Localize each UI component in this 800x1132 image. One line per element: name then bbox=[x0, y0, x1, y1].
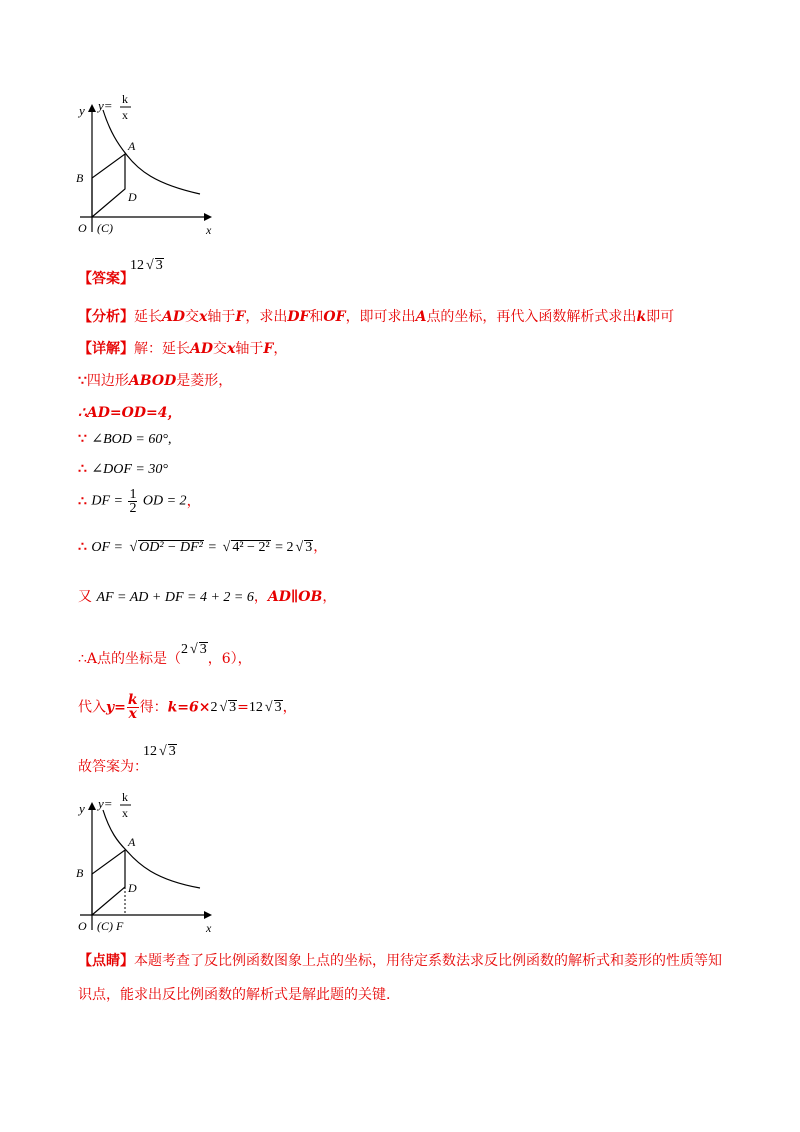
therefore-symbol: ∴ bbox=[78, 539, 87, 555]
rhombus-abod bbox=[92, 154, 125, 217]
figure-1 bbox=[70, 92, 230, 242]
analysis-tag: 【分析】 bbox=[78, 309, 134, 325]
step-text: 得： bbox=[139, 699, 168, 716]
step-text: 四边形 bbox=[86, 373, 129, 389]
equals: = bbox=[237, 699, 249, 716]
analysis-text: 轴于 bbox=[207, 309, 236, 325]
step-2: ∴AD=OD=4， bbox=[78, 405, 182, 421]
step-6 bbox=[78, 538, 327, 557]
analysis-var: k bbox=[636, 309, 647, 325]
step-var: ABOD bbox=[128, 373, 177, 389]
sqrt-icon: √ bbox=[264, 699, 273, 715]
detail-tag: 【详解】 bbox=[78, 341, 134, 357]
comment-tag: 【点睛】 bbox=[78, 953, 134, 969]
step-1 bbox=[78, 372, 232, 390]
because-symbol: ∵ bbox=[78, 431, 87, 447]
step-text: ， bbox=[253, 589, 268, 605]
x-axis-arrow-icon bbox=[204, 911, 212, 919]
detail-var: F bbox=[263, 341, 274, 357]
final-label: 故答案为： bbox=[78, 759, 148, 775]
fraction-denominator: x bbox=[128, 706, 137, 722]
label-o: O bbox=[78, 221, 87, 235]
detail-text: 解：延长 bbox=[134, 341, 190, 357]
fraction bbox=[127, 694, 139, 721]
label-y: y bbox=[79, 103, 85, 118]
label-b: B bbox=[76, 171, 84, 185]
y-axis-arrow-icon bbox=[88, 104, 96, 112]
radicand: 3 bbox=[229, 699, 237, 715]
value-2sqrt3 bbox=[210, 700, 237, 715]
step-text: 是菱形， bbox=[176, 373, 233, 389]
comment-line-1 bbox=[78, 952, 722, 970]
radicand: 3 bbox=[274, 699, 282, 715]
hyperbola-curve bbox=[103, 810, 200, 888]
step-3 bbox=[78, 430, 171, 449]
answer-coef: 12 bbox=[130, 258, 144, 273]
label-func-y: y= bbox=[98, 796, 113, 811]
label-b: B bbox=[76, 866, 84, 880]
label-a: A bbox=[128, 139, 136, 153]
step-expr: = 2 bbox=[275, 540, 294, 555]
analysis-var: AD bbox=[162, 309, 186, 325]
step-text: ， bbox=[313, 539, 328, 555]
step-text: , bbox=[167, 432, 172, 447]
y-axis-arrow-icon bbox=[88, 802, 96, 810]
label-d: D bbox=[128, 881, 137, 895]
step-var: AD∥OB bbox=[267, 589, 323, 605]
fraction-numerator: k bbox=[127, 692, 138, 708]
rhombus-abod bbox=[92, 850, 125, 915]
final-coef: 12 bbox=[143, 744, 157, 759]
analysis-text: ，即可求出 bbox=[345, 309, 416, 325]
step-text: ， bbox=[282, 699, 297, 716]
coord-x bbox=[181, 642, 208, 657]
sqrt-icon: √ bbox=[295, 540, 304, 555]
label-func-den: x bbox=[122, 108, 128, 122]
step-text: 代入 bbox=[78, 699, 106, 716]
sqrt-icon: √ bbox=[129, 540, 138, 555]
radicand: 3 bbox=[305, 540, 313, 555]
step-text: ， bbox=[186, 493, 201, 510]
answer-radicand: 3 bbox=[155, 258, 163, 273]
analysis-text: 和 bbox=[309, 309, 324, 325]
sqrt-icon: √ bbox=[219, 699, 228, 715]
analysis-var: DF bbox=[287, 309, 310, 325]
analysis-var: A bbox=[415, 309, 427, 325]
label-x: x bbox=[206, 921, 212, 935]
step-expr: ∠BOD = 60° bbox=[91, 432, 168, 447]
analysis-text: 点的坐标，再代入函数解析式求出 bbox=[426, 309, 637, 325]
step-expr: OD = 2 bbox=[142, 493, 187, 509]
analysis-text: 交 bbox=[185, 309, 200, 325]
step-4 bbox=[78, 460, 168, 479]
label-a: A bbox=[128, 835, 136, 849]
step-expr: DF = bbox=[91, 493, 123, 509]
label-y: y bbox=[79, 801, 85, 816]
label-c: (C) bbox=[97, 221, 113, 235]
analysis-line bbox=[78, 308, 674, 326]
coef: 12 bbox=[248, 699, 263, 715]
step-text: ，6）， bbox=[207, 651, 252, 667]
sqrt-icon: √ bbox=[146, 258, 154, 273]
coord-coef: 2 bbox=[181, 642, 189, 657]
step-var: y= bbox=[106, 699, 126, 716]
analysis-text: 延长 bbox=[134, 309, 162, 325]
value-12sqrt3 bbox=[249, 700, 283, 715]
therefore-symbol: ∴ bbox=[78, 493, 87, 510]
detail-var: AD bbox=[190, 341, 214, 357]
step-expr: AF = AD + DF = 4 + 2 = 6 bbox=[96, 590, 254, 605]
fraction bbox=[128, 488, 137, 515]
label-d: D bbox=[128, 190, 137, 204]
step-expr: OF = bbox=[91, 540, 123, 555]
final-radicand: 3 bbox=[168, 744, 176, 759]
comment-line-2: 识点，能求出反比例函数的解析式是解此题的关键. bbox=[78, 987, 391, 1003]
radicand: 4² − 2² bbox=[232, 540, 270, 555]
figure-2 bbox=[70, 792, 230, 942]
detail-line bbox=[78, 340, 287, 358]
step-expr: ∠DOF = 30° bbox=[91, 462, 168, 477]
analysis-text: 即可 bbox=[646, 309, 675, 325]
detail-text: ， bbox=[273, 341, 288, 357]
fraction-denominator: 2 bbox=[129, 501, 137, 516]
step-text: ， bbox=[322, 589, 337, 605]
label-func-num: k bbox=[122, 92, 128, 106]
sqrt-icon: √ bbox=[190, 642, 198, 657]
analysis-var: F bbox=[235, 309, 246, 325]
answer-tag: 【答案】 bbox=[78, 271, 134, 287]
step-9 bbox=[78, 694, 297, 721]
answer-value bbox=[130, 258, 164, 274]
detail-var: x bbox=[227, 341, 236, 357]
analysis-text: ，求出 bbox=[245, 309, 288, 325]
comment-text: 本题考查了反比例函数图象上点的坐标，用待定系数法求反比例函数的解析式和菱形的性质等知 bbox=[134, 953, 722, 969]
because-symbol: ∵ bbox=[78, 373, 87, 389]
final-value bbox=[143, 744, 177, 760]
step-7 bbox=[78, 588, 336, 607]
step-var: k=6× bbox=[167, 699, 211, 716]
analysis-var: OF bbox=[323, 309, 346, 325]
label-x: x bbox=[206, 223, 212, 237]
therefore-symbol: ∴ bbox=[78, 461, 87, 477]
coef: 2 bbox=[210, 699, 218, 715]
label-o: O bbox=[78, 919, 87, 933]
hyperbola-curve bbox=[103, 110, 200, 194]
sqrt-icon: √ bbox=[222, 540, 231, 555]
label-func-y: y= bbox=[98, 98, 113, 113]
x-axis-arrow-icon bbox=[204, 213, 212, 221]
fraction-numerator: 1 bbox=[129, 487, 137, 502]
step-text: 又 bbox=[78, 589, 92, 605]
analysis-var: x bbox=[199, 309, 208, 325]
detail-text: 交 bbox=[213, 341, 228, 357]
radicand: OD² − DF² bbox=[139, 540, 203, 555]
label-func-num: k bbox=[122, 792, 128, 804]
radicand: 3 bbox=[199, 642, 207, 657]
sqrt-icon: √ bbox=[159, 744, 167, 759]
step-text: ∴A点的坐标是（ bbox=[78, 651, 182, 667]
detail-text: 轴于 bbox=[235, 341, 264, 357]
step-5 bbox=[78, 488, 201, 515]
label-cf: (C) F bbox=[97, 919, 124, 933]
equals: = bbox=[208, 540, 217, 555]
label-func-den: x bbox=[122, 806, 128, 820]
step-8 bbox=[78, 642, 252, 669]
